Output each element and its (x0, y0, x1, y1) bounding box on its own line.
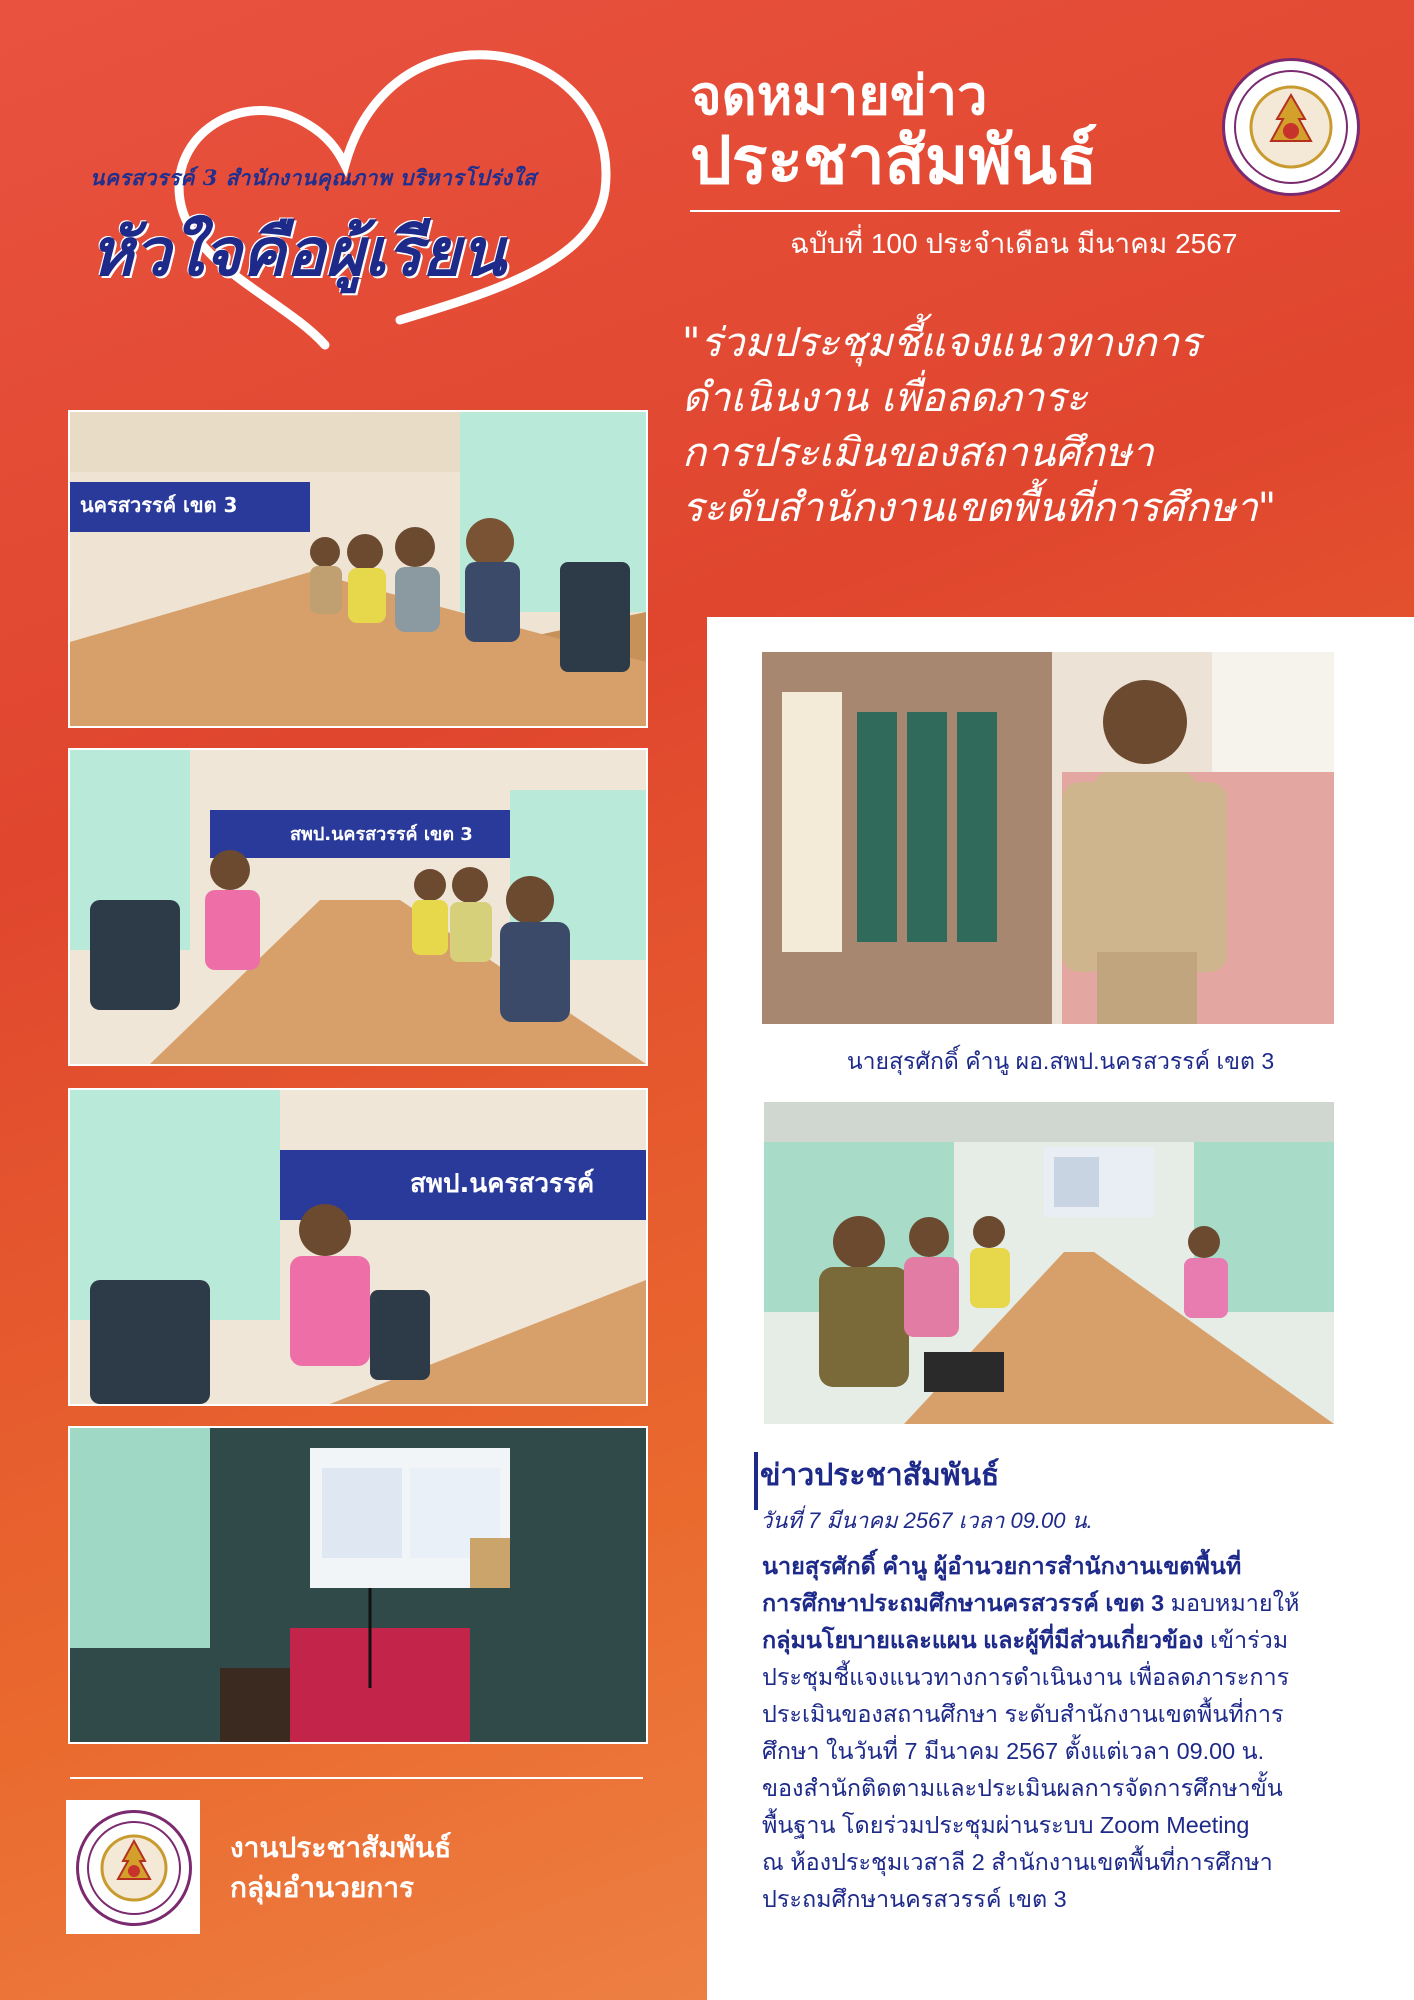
article-title: ข่าวประชาสัมพันธ์ (760, 1459, 1000, 1492)
banner-text: สพป.นครสวรรค์ เขต 3 (290, 824, 473, 845)
article-line: การศึกษาประถมศึกษานครสวรรค์ เขต 3 มอบหมายให้ (762, 1590, 1300, 1616)
headline-line: ระดับสำนักงานเขตพื้นที่การศึกษา" (682, 485, 1277, 531)
article-header (760, 1452, 1360, 1538)
director-portrait-photo (762, 652, 1334, 1024)
footer-divider (70, 1777, 643, 1779)
headline-line: ดำเนินงาน เพื่อลดภาระ (682, 375, 1088, 421)
masthead-divider (690, 210, 1340, 212)
footer-department (230, 1828, 451, 1908)
motto-slogan: หัวใจคือผู้เรียน (90, 213, 506, 291)
headline-line: "ร่วมประชุมชี้แจงแนวทางการ (682, 320, 1201, 366)
meeting-room-photo (764, 1102, 1334, 1424)
seal-emblem-icon (1225, 61, 1357, 193)
meeting-photo-1 (68, 410, 648, 728)
article-line: กลุ่มนโยบายและแผน และผู้ที่มีส่วนเกี่ยวข้อง เข้าร่วม (762, 1627, 1289, 1653)
article-accent-bar (754, 1452, 758, 1510)
headline-line: การประเมินของสถานศึกษา (682, 430, 1154, 476)
article-line: ประเมินของสถานศึกษา ระดับสำนักงานเขตพื้นที่การ (762, 1701, 1284, 1727)
footer-line1: งานประชาสัมพันธ์ (230, 1832, 452, 1863)
meeting-photo-2 (68, 748, 648, 1066)
article-date: วันที่ 7 มีนาคม 2567 เวลา 09.00 น. (760, 1508, 1093, 1533)
footer-line2: กลุ่มอำนวยการ (230, 1872, 415, 1903)
meeting-photo-3 (68, 1088, 648, 1406)
headline-quote (682, 316, 1382, 536)
article-line: ประชุมชี้แจงแนวทางการดำเนินงาน เพื่อลดภาระการ (762, 1664, 1290, 1690)
article-line: นายสุรศักดิ์ คำนู ผู้อำนวยการสำนักงานเขตพื้นที่ (762, 1553, 1242, 1579)
portrait-caption: นายสุรศักดิ์ คำนู ผอ.สพป.นครสวรรค์ เขต 3 (846, 1048, 1275, 1074)
article-body (762, 1548, 1362, 1918)
masthead-title-line1: จดหมายข่าว (690, 66, 988, 126)
banner-text: นครสวรรค์ เขต 3 (80, 493, 238, 517)
article-line: ประถมศึกษานครสวรรค์ เขต 3 (762, 1886, 1067, 1912)
issue-number: ฉบับที่ 100 ประจำเดือน มีนาคม 2567 (790, 228, 1238, 259)
motto-tagline: นครสวรรค์ 3 สำนักงานคุณภาพ บริหารโปร่งใส (90, 165, 537, 190)
banner-text: สพป.นครสวรรค์ (410, 1169, 595, 1199)
footer-logo (66, 1800, 200, 1934)
article-line: พื้นฐาน โดยร่วมประชุมผ่านระบบ Zoom Meeting (762, 1812, 1250, 1838)
article-line: ของสำนักติดตามและประเมินผลการจัดการศึกษาขั้น (762, 1775, 1283, 1801)
masthead-title-line2: ประชาสัมพันธ์ (690, 123, 1098, 197)
meeting-photo-4 (68, 1426, 648, 1744)
article-line: ณ ห้องประชุมเวสาลี 2 สำนักงานเขตพื้นที่การศึกษา (762, 1849, 1273, 1875)
heart-motto-logo (70, 50, 630, 350)
article-line: ศึกษา ในวันที่ 7 มีนาคม 2567 ตั้งแต่เวลา 09.00 น. (762, 1738, 1265, 1764)
office-seal-logo (1222, 58, 1360, 196)
footer-seal-icon (76, 1810, 192, 1926)
